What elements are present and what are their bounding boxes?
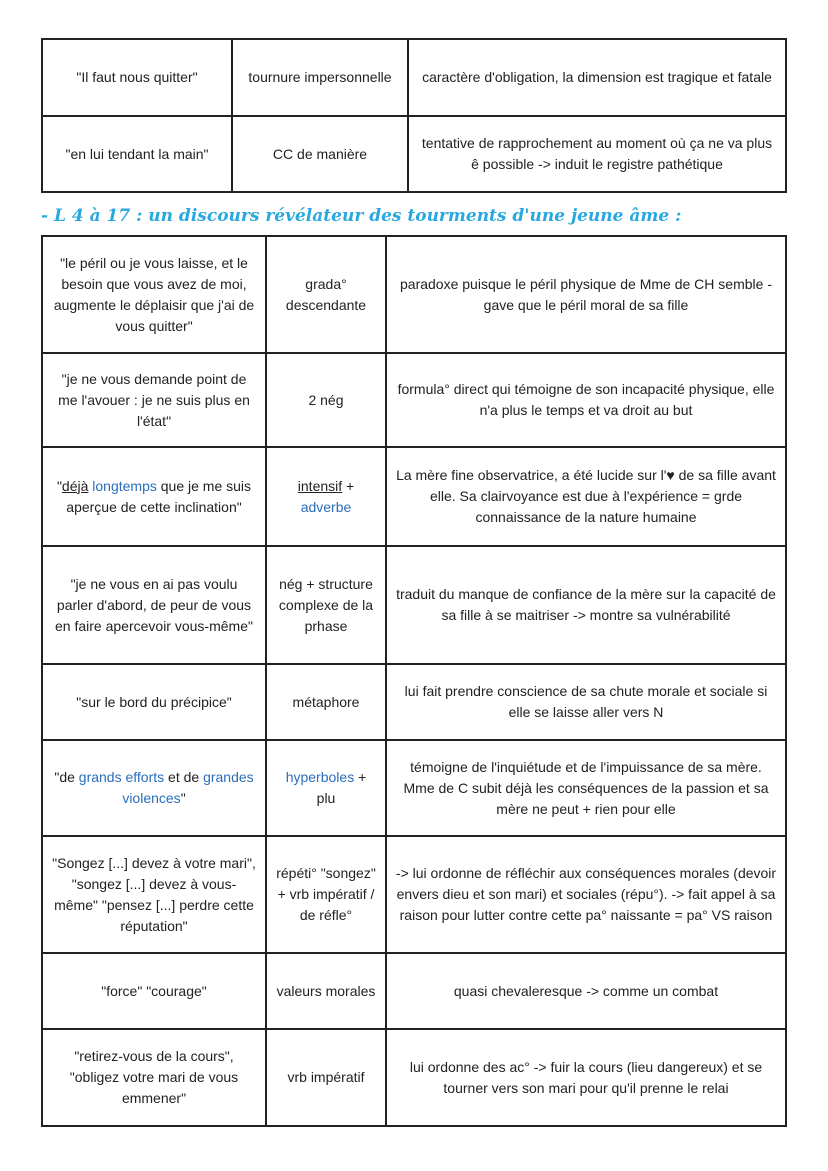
effect-text: paradoxe puisque le péril physique de Mme de CH semble - gave que le péril moral de sa fille	[400, 275, 772, 313]
effect-text: formula° direct qui témoigne de son incapacité physique, elle n'a plus le temps et va droit au but	[397, 381, 775, 418]
figure-text: nég + structure complexe de la prhase	[278, 575, 374, 634]
quote-text: longtemps	[92, 477, 157, 494]
figure-cell	[266, 836, 386, 953]
figure-text: adverbe	[300, 498, 352, 515]
figure-cell	[266, 664, 386, 740]
analysis-table-2	[41, 235, 787, 1127]
table-row	[42, 353, 786, 447]
figure-text: +	[342, 477, 355, 494]
effect-cell	[386, 236, 786, 353]
effect-text: témoigne de l'inquiétude et de l'impuissance de sa mère. Mme de C subit déjà les conséquences de la passion et sa mère ne peut + rien pour elle	[403, 758, 769, 817]
figure-text: vrb impératif	[287, 1069, 365, 1085]
effect-cell	[408, 116, 786, 192]
quote-text: "	[56, 477, 62, 494]
effect-cell	[386, 740, 786, 836]
quote-text: "en lui tendant la main"	[65, 145, 209, 162]
quote-text: "sur le bord du précipice"	[76, 693, 232, 710]
effect-text: tentative de rapprochement au moment où ça ne va plus ê possible -> induit le registre pathétique	[421, 135, 773, 172]
effect-cell	[386, 546, 786, 664]
quote-cell	[42, 447, 266, 546]
quote-cell	[42, 353, 266, 447]
quote-text: "le péril ou je vous laisse, et le besoin que vous avez de moi, augmente le déplaisir que j'ai de vous quitter"	[53, 254, 255, 334]
figure-text: hyperboles	[285, 769, 355, 785]
table-row	[42, 836, 786, 953]
quote-text: "de	[54, 769, 79, 785]
section-heading: - L 4 à 17 : un discours révélateur des tourments d'une jeune âme :	[41, 206, 682, 226]
figure-text: métaphore	[292, 693, 360, 710]
quote-cell	[42, 39, 232, 116]
figure-text: + plu	[316, 769, 367, 806]
figure-cell	[266, 953, 386, 1029]
table-row	[42, 664, 786, 740]
quote-text: que je me suis aperçue de cette inclination"	[66, 477, 252, 515]
effect-text: caractère d'obligation, la dimension est tragique et fatale	[422, 69, 772, 85]
quote-cell	[42, 236, 266, 353]
figure-cell	[266, 353, 386, 447]
quote-text: grands efforts	[78, 769, 165, 785]
effect-text: La mère fine observatrice, a été lucide sur l'♥ de sa fille avant elle. Sa clairvoyance est due à l'expérience = grde connaissance de la nature humaine	[396, 467, 776, 525]
effect-cell	[386, 664, 786, 740]
figure-cell	[232, 116, 408, 192]
effect-cell	[386, 836, 786, 953]
effect-text: -> lui ordonne de réfléchir aux conséquences morales (devoir envers dieu et son mari) et sociales (répu°). -> fait appel à sa raison pour lutter contre cette pa° naissante = pa° VS raison	[395, 865, 777, 923]
figure-text: 2 nég	[308, 391, 344, 408]
quote-text: "force" "courage"	[101, 982, 207, 999]
effect-cell	[386, 353, 786, 447]
quote-text: "retirez-vous de la cours", "obligez votre mari de vous emmener"	[69, 1048, 239, 1106]
quote-cell	[42, 953, 266, 1029]
effect-text: lui ordonne des ac° -> fuir la cours (lieu dangereux) et se tourner vers son mari pour qu'il prenne le relai	[409, 1058, 763, 1096]
quote-text: "je ne vous demande point de me l'avouer : je ne suis plus en l'état"	[58, 370, 250, 429]
table-row	[42, 39, 786, 116]
table-row	[42, 447, 786, 546]
effect-text: quasi chevaleresque -> comme un combat	[453, 982, 719, 999]
table-row	[42, 740, 786, 836]
figure-text: grada° descendante	[285, 275, 367, 313]
figure-text: valeurs morales	[276, 982, 376, 999]
quote-text: "Il faut nous quitter"	[76, 69, 198, 85]
effect-cell	[386, 953, 786, 1029]
figure-cell	[266, 740, 386, 836]
quote-text: grandes violences	[122, 769, 254, 806]
table-row	[42, 546, 786, 664]
effect-cell	[408, 39, 786, 116]
table-row	[42, 116, 786, 192]
quote-cell	[42, 836, 266, 953]
figure-cell	[266, 1029, 386, 1126]
effect-text: lui fait prendre conscience de sa chute morale et sociale si elle se laisse aller vers N	[404, 683, 768, 720]
figure-text: tournure impersonnelle	[248, 69, 392, 85]
quote-cell	[42, 116, 232, 192]
figure-cell	[266, 546, 386, 664]
figure-text: intensif	[297, 477, 343, 494]
figure-cell	[266, 447, 386, 546]
quote-text: "	[180, 790, 186, 806]
quote-text: et de	[164, 769, 204, 785]
figure-cell	[266, 236, 386, 353]
quote-cell	[42, 1029, 266, 1126]
effect-text: traduit du manque de confiance de la mère sur la capacité de sa fille à se maitriser -> montre sa vulnérabilité	[396, 586, 776, 623]
quote-cell	[42, 740, 266, 836]
quote-cell	[42, 546, 266, 664]
analysis-table-1	[41, 38, 787, 193]
effect-cell	[386, 1029, 786, 1126]
table-row	[42, 953, 786, 1029]
quote-text: déjà	[61, 477, 89, 494]
table-row	[42, 1029, 786, 1126]
figure-cell	[232, 39, 408, 116]
quote-text: "je ne vous en ai pas voulu parler d'abord, de peur de vous en faire apercevoir vous-même"	[55, 575, 253, 634]
figure-text: CC de manière	[272, 145, 368, 162]
figure-text: répéti° "songez" + vrb impératif / de réfle°	[276, 865, 376, 923]
quote-text: "Songez [...] devez à votre mari", "songez [...] devez à vous-même" "pensez [...] perdre cette réputation"	[52, 854, 256, 934]
quote-cell	[42, 664, 266, 740]
effect-cell	[386, 447, 786, 546]
table-row	[42, 236, 786, 353]
